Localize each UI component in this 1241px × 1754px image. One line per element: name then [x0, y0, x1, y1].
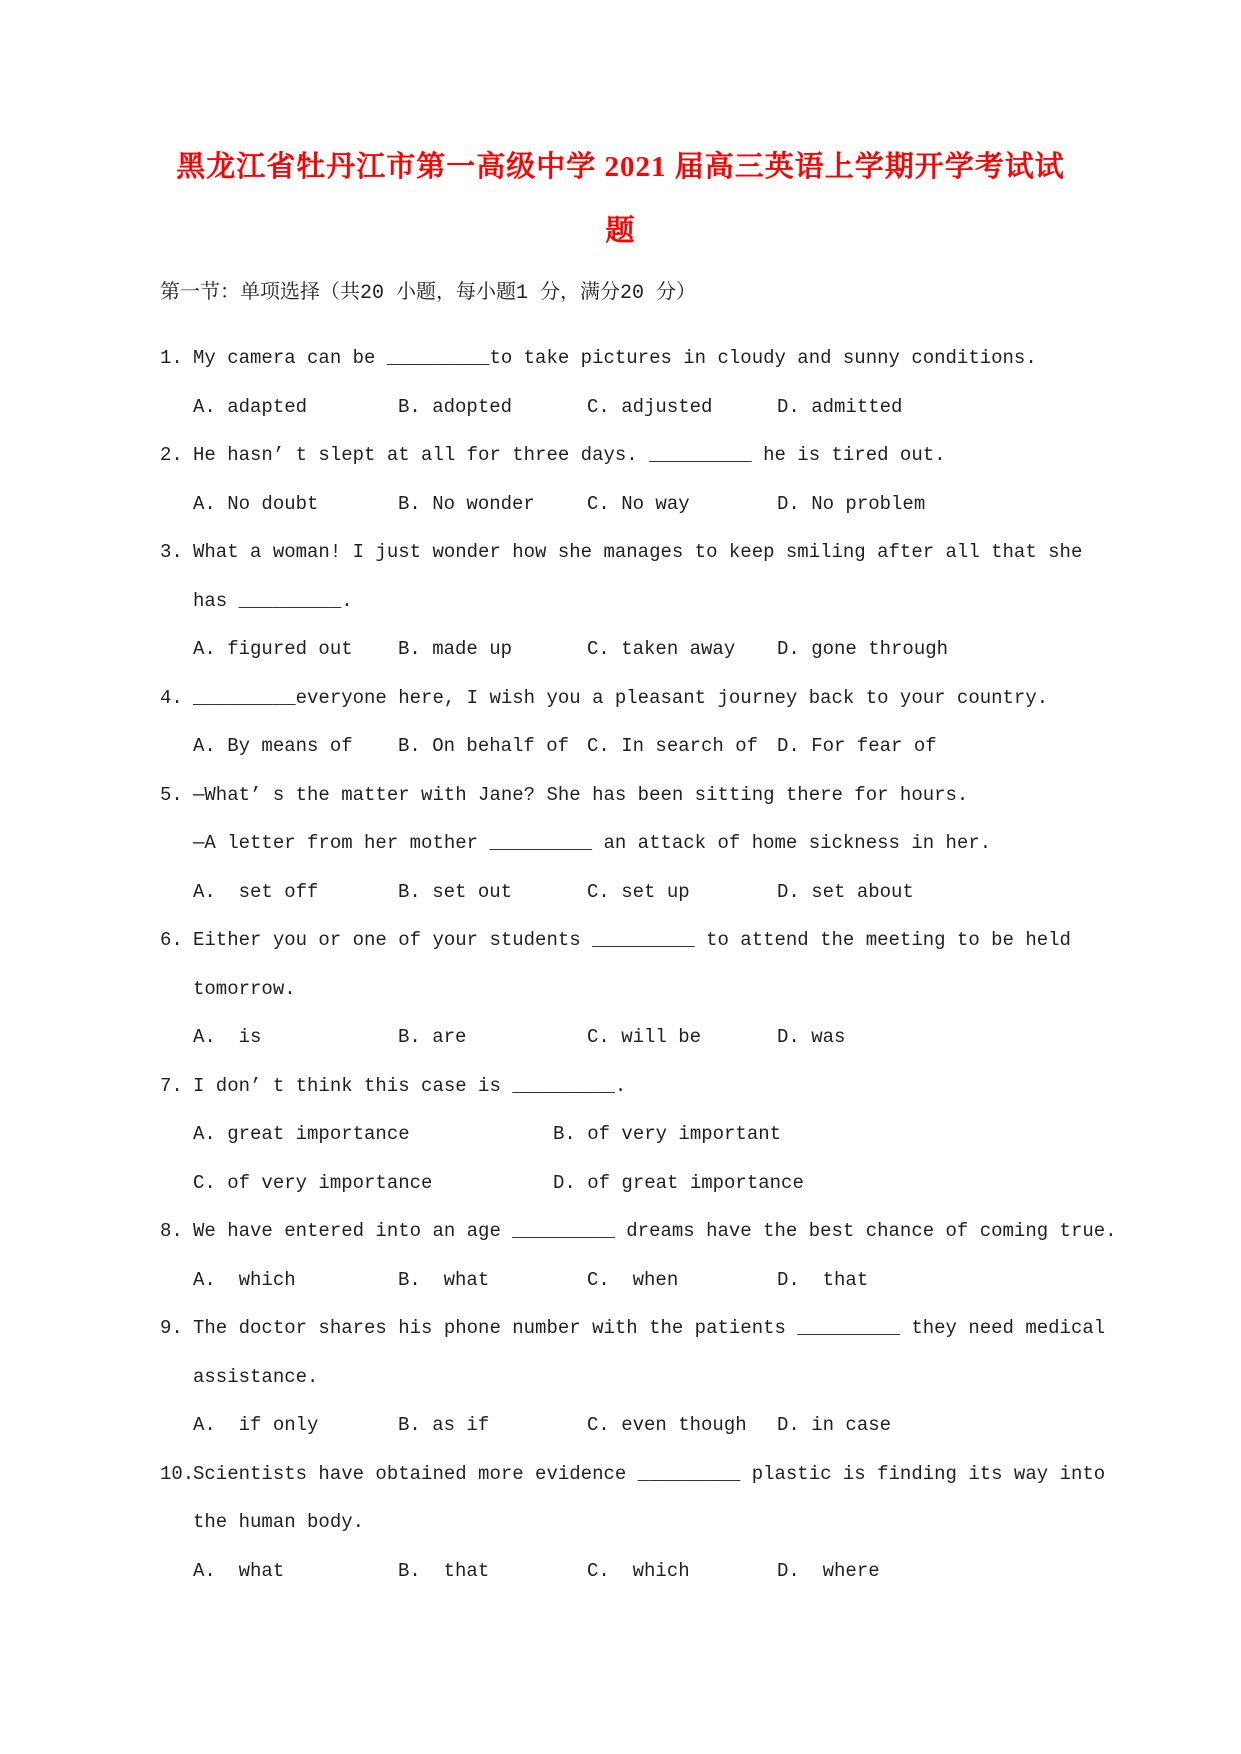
- question-number: 1.: [160, 347, 183, 369]
- question-line-cont: [160, 1353, 1241, 1402]
- question-number: 5.: [160, 783, 183, 806]
- option-item: B. On behalf of: [398, 735, 570, 757]
- question-line: [160, 1450, 1241, 1499]
- question-text: tomorrow.: [193, 977, 296, 1000]
- question-item: [160, 1062, 1241, 1208]
- question-text: Scientists have obtained more evidence _________ plastic is finding its way into: [193, 1462, 1106, 1485]
- question-item: [160, 431, 1241, 528]
- question-line: [160, 674, 1241, 723]
- question-text: Either you or one of your students _________ to attend the meeting to be held: [193, 929, 1071, 951]
- question-item: [160, 674, 1241, 771]
- option-item: D. admitted: [777, 395, 903, 418]
- question-item: [160, 916, 1241, 1062]
- options-row: [160, 383, 1241, 432]
- option-item: B. adopted: [398, 395, 513, 418]
- question-line: [160, 1304, 1241, 1353]
- question-item: [160, 1450, 1241, 1596]
- question-line: [160, 431, 1241, 480]
- options-row: [160, 868, 1241, 917]
- question-line-cont: [160, 965, 1241, 1014]
- question-item: [160, 528, 1241, 674]
- options-row: [160, 1547, 1241, 1596]
- option-item: A. which: [193, 1268, 296, 1291]
- title-line-2: 题: [605, 215, 636, 247]
- option-item: A. if only: [193, 1414, 319, 1436]
- question-number: 3.: [160, 541, 183, 563]
- option-item: D. of great importance: [553, 1171, 804, 1194]
- question-text: the human body.: [193, 1511, 365, 1533]
- question-item: [160, 771, 1241, 917]
- question-line-cont: [160, 577, 1241, 626]
- option-item: A. great importance: [193, 1123, 410, 1145]
- question-text: has _________.: [193, 589, 353, 612]
- question-line: [160, 334, 1241, 383]
- question-text: I don’ t think this case is _________.: [193, 1074, 627, 1097]
- question-number: 10.: [160, 1462, 195, 1485]
- option-item: D. was: [777, 1026, 846, 1048]
- options-row: [160, 1013, 1241, 1062]
- option-item: C. even though: [587, 1414, 747, 1436]
- question-number: 2.: [160, 444, 183, 466]
- option-item: D. that: [777, 1268, 869, 1291]
- option-item: A. what: [193, 1559, 285, 1582]
- question-number: 6.: [160, 929, 183, 951]
- question-line: [160, 916, 1241, 965]
- options-row: [160, 1256, 1241, 1305]
- option-item: B. are: [398, 1026, 467, 1048]
- options-row: [160, 1110, 1241, 1159]
- option-item: B. No wonder: [398, 492, 535, 515]
- option-item: D. No problem: [777, 492, 926, 515]
- option-item: D. For fear of: [777, 735, 937, 757]
- option-item: C. set up: [587, 880, 690, 903]
- question-text: _________everyone here, I wish you a pleasant journey back to your country.: [193, 686, 1049, 709]
- question-text: My camera can be _________to take pictures in cloudy and sunny conditions.: [193, 347, 1037, 369]
- option-item: B. as if: [398, 1414, 490, 1436]
- question-text: We have entered into an age _________ dreams have the best chance of coming true.: [193, 1220, 1117, 1242]
- option-item: B. what: [398, 1268, 490, 1291]
- question-line: [160, 771, 1241, 820]
- question-text: What a woman! I just wonder how she manages to keep smiling after all that she: [193, 541, 1083, 563]
- question-item: [160, 1207, 1241, 1304]
- options-row: [160, 1159, 1241, 1208]
- option-item: A. set off: [193, 880, 319, 903]
- option-item: B. of very important: [553, 1123, 782, 1145]
- question-list: [160, 334, 1241, 1595]
- section-header: 第一节：单项选择（共20 小题，每小题1 分，满分20 分）: [160, 282, 697, 305]
- option-item: B. that: [398, 1559, 490, 1582]
- question-text: —A letter from her mother _________ an attack of home sickness in her.: [193, 832, 992, 854]
- options-row: [160, 722, 1241, 771]
- option-item: D. gone through: [777, 638, 949, 660]
- question-number: 9.: [160, 1317, 183, 1339]
- option-item: C. In search of: [587, 735, 759, 757]
- options-row: [160, 1401, 1241, 1450]
- option-item: C. No way: [587, 492, 690, 515]
- question-line: [160, 1062, 1241, 1111]
- option-item: D. in case: [777, 1414, 892, 1436]
- option-item: A. is: [193, 1026, 262, 1048]
- question-line: [160, 1207, 1241, 1256]
- question-text: He hasn’ t slept at all for three days. _________ he is tired out.: [193, 444, 946, 466]
- option-item: C. when: [587, 1268, 679, 1291]
- option-item: B. set out: [398, 880, 513, 903]
- question-text: assistance.: [193, 1365, 319, 1388]
- options-row: [160, 480, 1241, 529]
- document-title: [0, 0, 1241, 252]
- question-line: [160, 528, 1241, 577]
- question-text: The doctor shares his phone number with the patients _________ they need medical: [193, 1317, 1106, 1339]
- question-number: 7.: [160, 1074, 183, 1097]
- option-item: A. No doubt: [193, 492, 319, 515]
- question-text: —What’ s the matter with Jane? She has been sitting there for hours.: [193, 783, 969, 806]
- option-item: A. By means of: [193, 735, 353, 757]
- option-item: D. where: [777, 1559, 880, 1582]
- title-line-1: 黑龙江省牡丹江市第一高级中学 2021 届高三英语上学期开学考试试: [176, 151, 1065, 183]
- question-item: [160, 334, 1241, 431]
- option-item: B. made up: [398, 638, 513, 660]
- option-item: C. will be: [587, 1026, 702, 1048]
- option-item: C. of very importance: [193, 1171, 433, 1194]
- question-line-cont: [160, 1498, 1241, 1547]
- option-item: A. adapted: [193, 395, 308, 418]
- question-line-cont: [160, 819, 1241, 868]
- question-number: 4.: [160, 686, 183, 709]
- question-number: 8.: [160, 1220, 183, 1242]
- question-item: [160, 1304, 1241, 1450]
- option-item: D. set about: [777, 880, 914, 903]
- option-item: C. taken away: [587, 638, 736, 660]
- options-row: [160, 625, 1241, 674]
- option-item: C. which: [587, 1559, 690, 1582]
- option-item: A. figured out: [193, 638, 353, 660]
- option-item: C. adjusted: [587, 395, 713, 418]
